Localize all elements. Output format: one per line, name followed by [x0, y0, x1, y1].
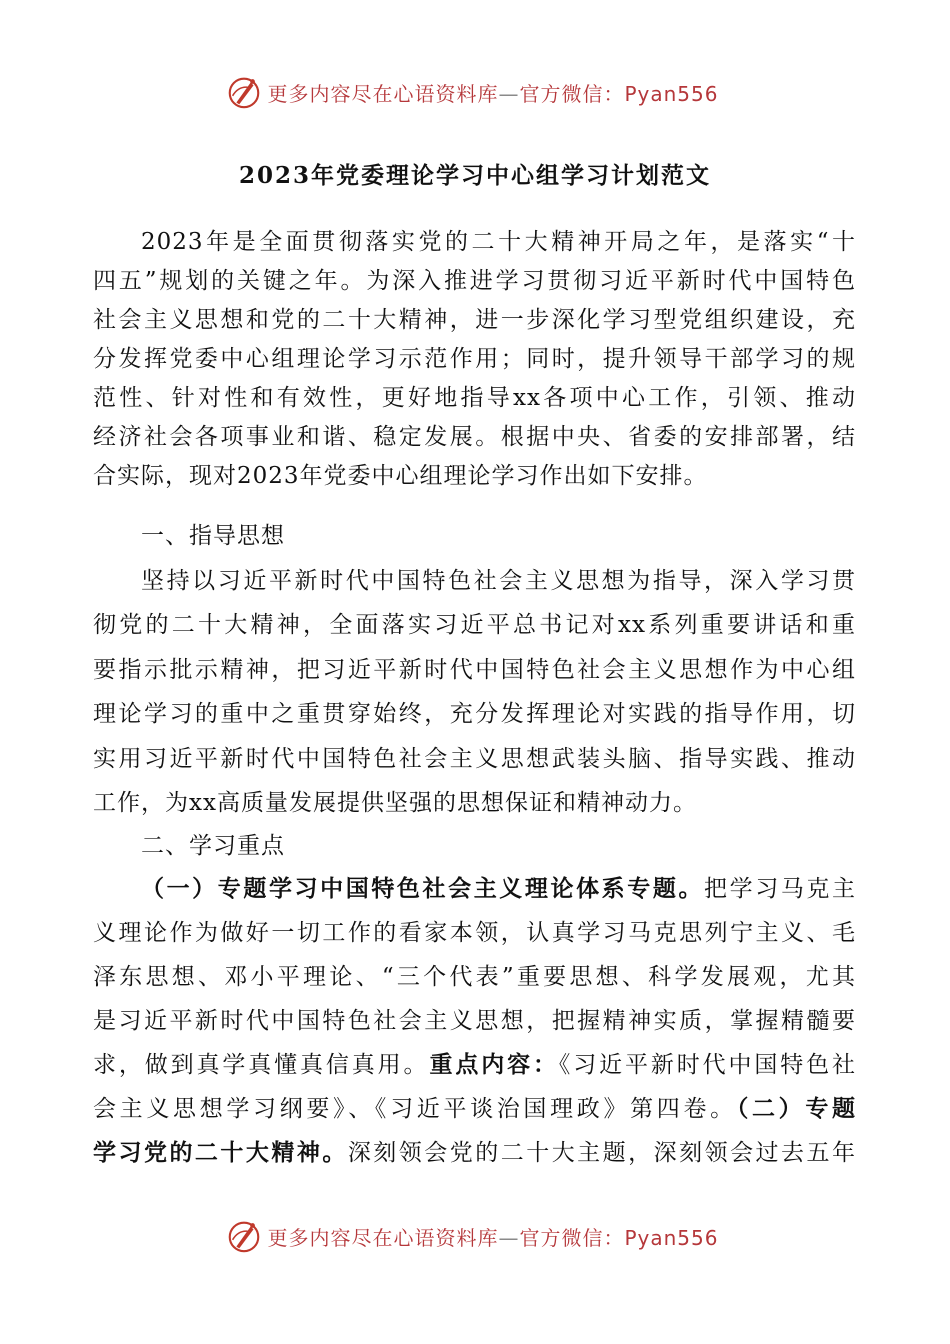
- text-line: 合实际，现对2023年党委中心组理论学习作出如下安排。: [93, 463, 708, 489]
- text-line: 实用习近平新时代中国特色社会主义思想武装头脑、指导实践、推动: [93, 746, 856, 772]
- text-line: 义理论作为做好一切工作的看家本领，认真学习马克思列宁主义、毛: [93, 920, 856, 946]
- text-line: 要指示批示精神，把习近平新时代中国特色社会主义思想作为中心组: [93, 657, 856, 683]
- text-line: 泽东思想、邓小平理论、“三个代表”重要思想、科学发展观，尤其: [93, 964, 856, 990]
- text-line: 彻党的二十大精神，全面落实习近平总书记对xx系列重要讲话和重: [93, 612, 856, 638]
- section-heading: 二、学习重点: [141, 833, 285, 859]
- bold-label: 重点内容：: [429, 1051, 559, 1078]
- footer-banner: [0, 1216, 950, 1256]
- text-line: 学习党的二十大精神。深刻领会党的二十大主题，深刻领会过去五年: [93, 1139, 857, 1166]
- banner-contact: 官方微信：Pyan556: [519, 1225, 719, 1250]
- bold-subheading: （二）专题: [736, 1095, 857, 1122]
- text-line: （一）专题学习中国特色社会主义理论体系专题。把学习马克主: [141, 875, 857, 902]
- banner-separator: —: [498, 1225, 520, 1250]
- header-banner: [0, 72, 950, 112]
- banner-contact: 官方微信：Pyan556: [519, 81, 719, 106]
- text-line: 四五”规划的关键之年。为深入推进学习贯彻习近平新时代中国特色: [93, 268, 856, 294]
- brand-logo-icon: [225, 1217, 263, 1255]
- text-line: 工作，为xx高质量发展提供坚强的思想保证和精神动力。: [93, 790, 697, 816]
- banner-text: 更多内容尽在心语资料库: [267, 1225, 499, 1250]
- brand-logo-icon: [225, 73, 263, 111]
- banner-separator: —: [498, 81, 520, 106]
- section-heading: 一、指导思想: [141, 523, 285, 549]
- text-line: 分发挥党委中心组理论学习示范作用；同时，提升领导干部学习的规: [93, 346, 856, 372]
- text-line: 社会主义思想和党的二十大精神，进一步深化学习型党组织建设，充: [93, 307, 856, 333]
- document-title: 2023年党委理论学习中心组学习计划范文: [238, 162, 711, 189]
- banner-text: 更多内容尽在心语资料库: [267, 81, 499, 106]
- text-line: 2023年是全面贯彻落实党的二十大精神开局之年，是落实“十: [141, 229, 856, 255]
- text-line: 理论学习的重中之重贯穿始终，充分发挥理论对实践的指导作用，切: [93, 701, 856, 727]
- text-line: 会主义思想学习纲要》、《习近平谈治国理政》第四卷。（二）专题: [93, 1095, 857, 1122]
- text-line: 求，做到真学真懂真信真用。重点内容：《习近平新时代中国特色社: [93, 1051, 857, 1078]
- text-line: 是习近平新时代中国特色社会主义思想，把握精神实质，掌握精髓要: [93, 1008, 856, 1034]
- bold-subheading: 学习党的二十大精神。: [93, 1139, 348, 1166]
- bold-subheading: （一）专题学习中国特色社会主义理论体系专题。: [141, 875, 705, 902]
- text-line: 坚持以习近平新时代中国特色社会主义思想为指导，深入学习贯: [141, 568, 856, 594]
- text-line: 经济社会各项事业和谐、稳定发展。根据中央、省委的安排部署，结: [93, 424, 856, 450]
- text-line: 范性、针对性和有效性，更好地指导xx各项中心工作，引领、推动: [93, 385, 856, 411]
